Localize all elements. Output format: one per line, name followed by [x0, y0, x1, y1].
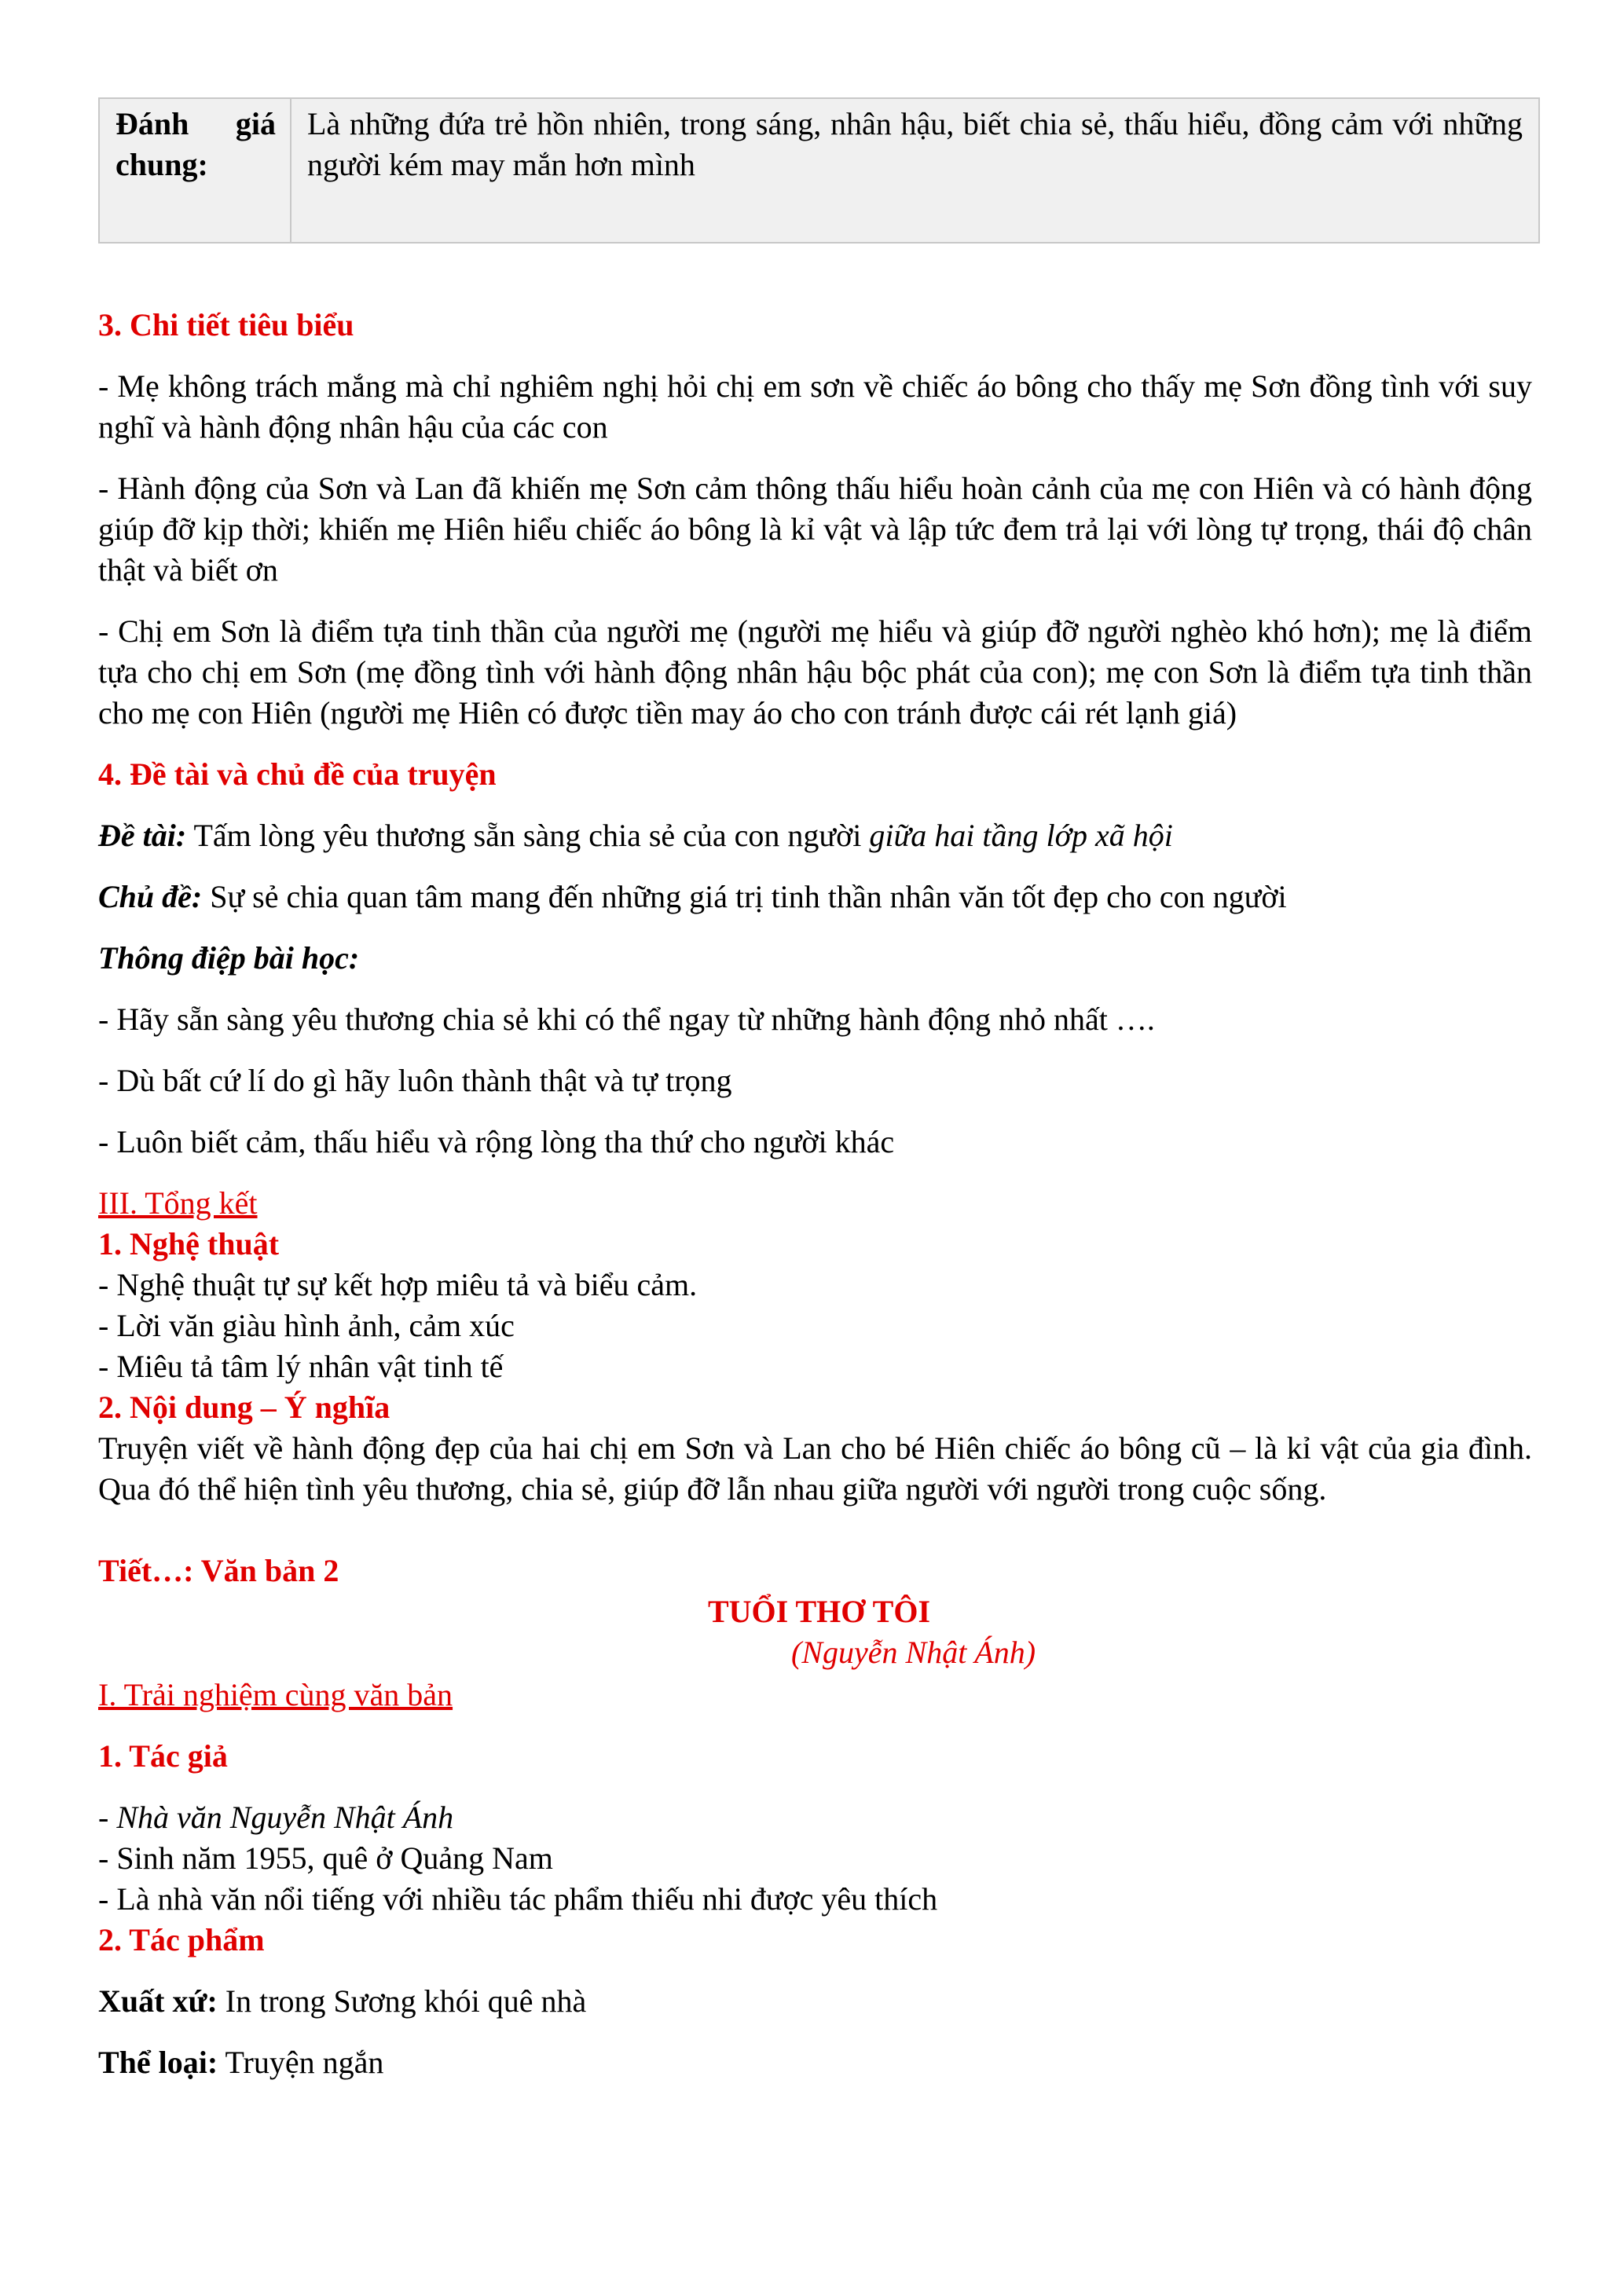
the-loai-label: Thể loại: [98, 2045, 218, 2080]
xuat-xu-label: Xuất xứ: [98, 1983, 218, 2019]
de-tai-label: Đề tài: [98, 818, 187, 853]
detail-paragraph-1: - Mẹ không trách mắng mà chỉ nghiêm nghị hỏi chị em sơn về chiếc áo bông cho thấy mẹ Sơn đồng tình với suy nghĩ và hành động nhân hậu của các con [98, 368, 1532, 445]
de-tai-text: Tấm lòng yêu thương sẵn sàng chia sẻ của con người [186, 818, 870, 853]
tac-gia-line: - Là nhà văn nổi tiếng với nhiều tác phẩm thiếu nhi được yêu thích [98, 1881, 938, 1917]
xuat-xu-text: In trong Sương khói quê nhà [217, 1983, 587, 2019]
lesson-item: - Dù bất cứ lí do gì hãy luôn thành thật và tự trọng [98, 1063, 732, 1098]
tac-gia-name: - Nhà văn Nguyễn Nhật Ánh [98, 1800, 454, 1835]
thong-diep-label: Thông điệp bài học: [98, 940, 360, 976]
tong-ket-heading: III. Tổng kết [98, 1185, 258, 1221]
evaluation-value: Là những đứa trẻ hồn nhiên, trong sáng, nhân hậu, biết chia sẻ, thấu hiểu, đồng cảm với những người kém may mắn hơn mình [291, 98, 1539, 243]
nghe-thuat-item: - Miêu tả tâm lý nhân vật tinh tế [98, 1349, 504, 1384]
de-tai-line [98, 815, 1532, 856]
noi-dung-text: Truyện viết về hành động đẹp của hai chị em Sơn và Lan cho bé Hiên chiếc áo bông cũ – là kỉ vật của gia đình. Qua đó thể hiện tình yêu thương, chia sẻ, giúp đỡ lẫn nhau giữa người với người trong cuộc sống. [98, 1430, 1532, 1507]
the-loai-line [98, 2042, 1532, 2083]
tac-gia-line: - Sinh năm 1955, quê ở Quảng Nam [98, 1840, 553, 1876]
tac-gia-heading: 1. Tác giả [98, 1738, 228, 1774]
chu-de-label: Chủ đề: [98, 879, 203, 914]
tiet-heading: Tiết…: Văn bản 2 [98, 1553, 339, 1588]
nghe-thuat-item: - Lời văn giàu hình ảnh, cảm xúc [98, 1308, 515, 1343]
nghe-thuat-item: - Nghệ thuật tự sự kết hợp miêu tả và biểu cảm. [98, 1267, 698, 1302]
lesson-item: - Hãy sẵn sàng yêu thương chia sẻ khi có thể ngay từ những hành động nhỏ nhất …. [98, 1002, 1155, 1037]
detail-paragraph-3: - Chị em Sơn là điểm tựa tinh thần của người mẹ (người mẹ hiểu và giúp đỡ người nghèo khó hơn); mẹ là điểm tựa cho chị em Sơn (mẹ đồng tình với hành động nhân hậu bộc phát của con); mẹ con Sơn là điểm tựa tinh thần cho mẹ con Hiên (người mẹ Hiên có được tiền may áo cho con tránh được cái rét lạnh giá) [98, 613, 1532, 731]
evaluation-table [98, 97, 1540, 244]
text-title: TUỔI THƠ TÔI [707, 1594, 931, 1629]
chu-de-text: Sự sẻ chia quan tâm mang đến những giá trị tinh thần nhân văn tốt đẹp cho con người [202, 879, 1287, 914]
section-4-heading: 4. Đề tài và chủ đề của truyện [98, 756, 497, 792]
nghe-thuat-heading: 1. Nghệ thuật [98, 1226, 280, 1262]
tac-pham-heading: 2. Tác phẩm [98, 1922, 265, 1957]
lesson-item: - Luôn biết cảm, thấu hiểu và rộng lòng tha thứ cho người khác [98, 1124, 895, 1159]
detail-paragraph-2: - Hành động của Sơn và Lan đã khiến mẹ Sơn cảm thông thấu hiểu hoàn cảnh của mẹ con Hiên và có hành động giúp đỡ kịp thời; khiến mẹ Hiên hiểu chiếc áo bông là kỉ vật và lập tức đem trả lại với lòng tự trọng, thái độ chân thật và biết ơn [98, 471, 1532, 588]
evaluation-label: Đánh giá chung: [99, 98, 291, 243]
text-author: (Nguyễn Nhật Ánh) [791, 1635, 1036, 1670]
the-loai-text: Truyện ngắn [218, 2045, 384, 2080]
de-tai-italic: giữa hai tầng lớp xã hội [869, 818, 1173, 853]
xuat-xu-line [98, 1981, 1532, 2022]
noi-dung-heading: 2. Nội dung – Ý nghĩa [98, 1390, 390, 1425]
chu-de-line [98, 877, 1532, 917]
document-page [98, 97, 1532, 2083]
trai-nghiem-heading: I. Trải nghiệm cùng văn bản [98, 1677, 453, 1712]
section-3-heading: 3. Chi tiết tiêu biểu [98, 307, 354, 342]
